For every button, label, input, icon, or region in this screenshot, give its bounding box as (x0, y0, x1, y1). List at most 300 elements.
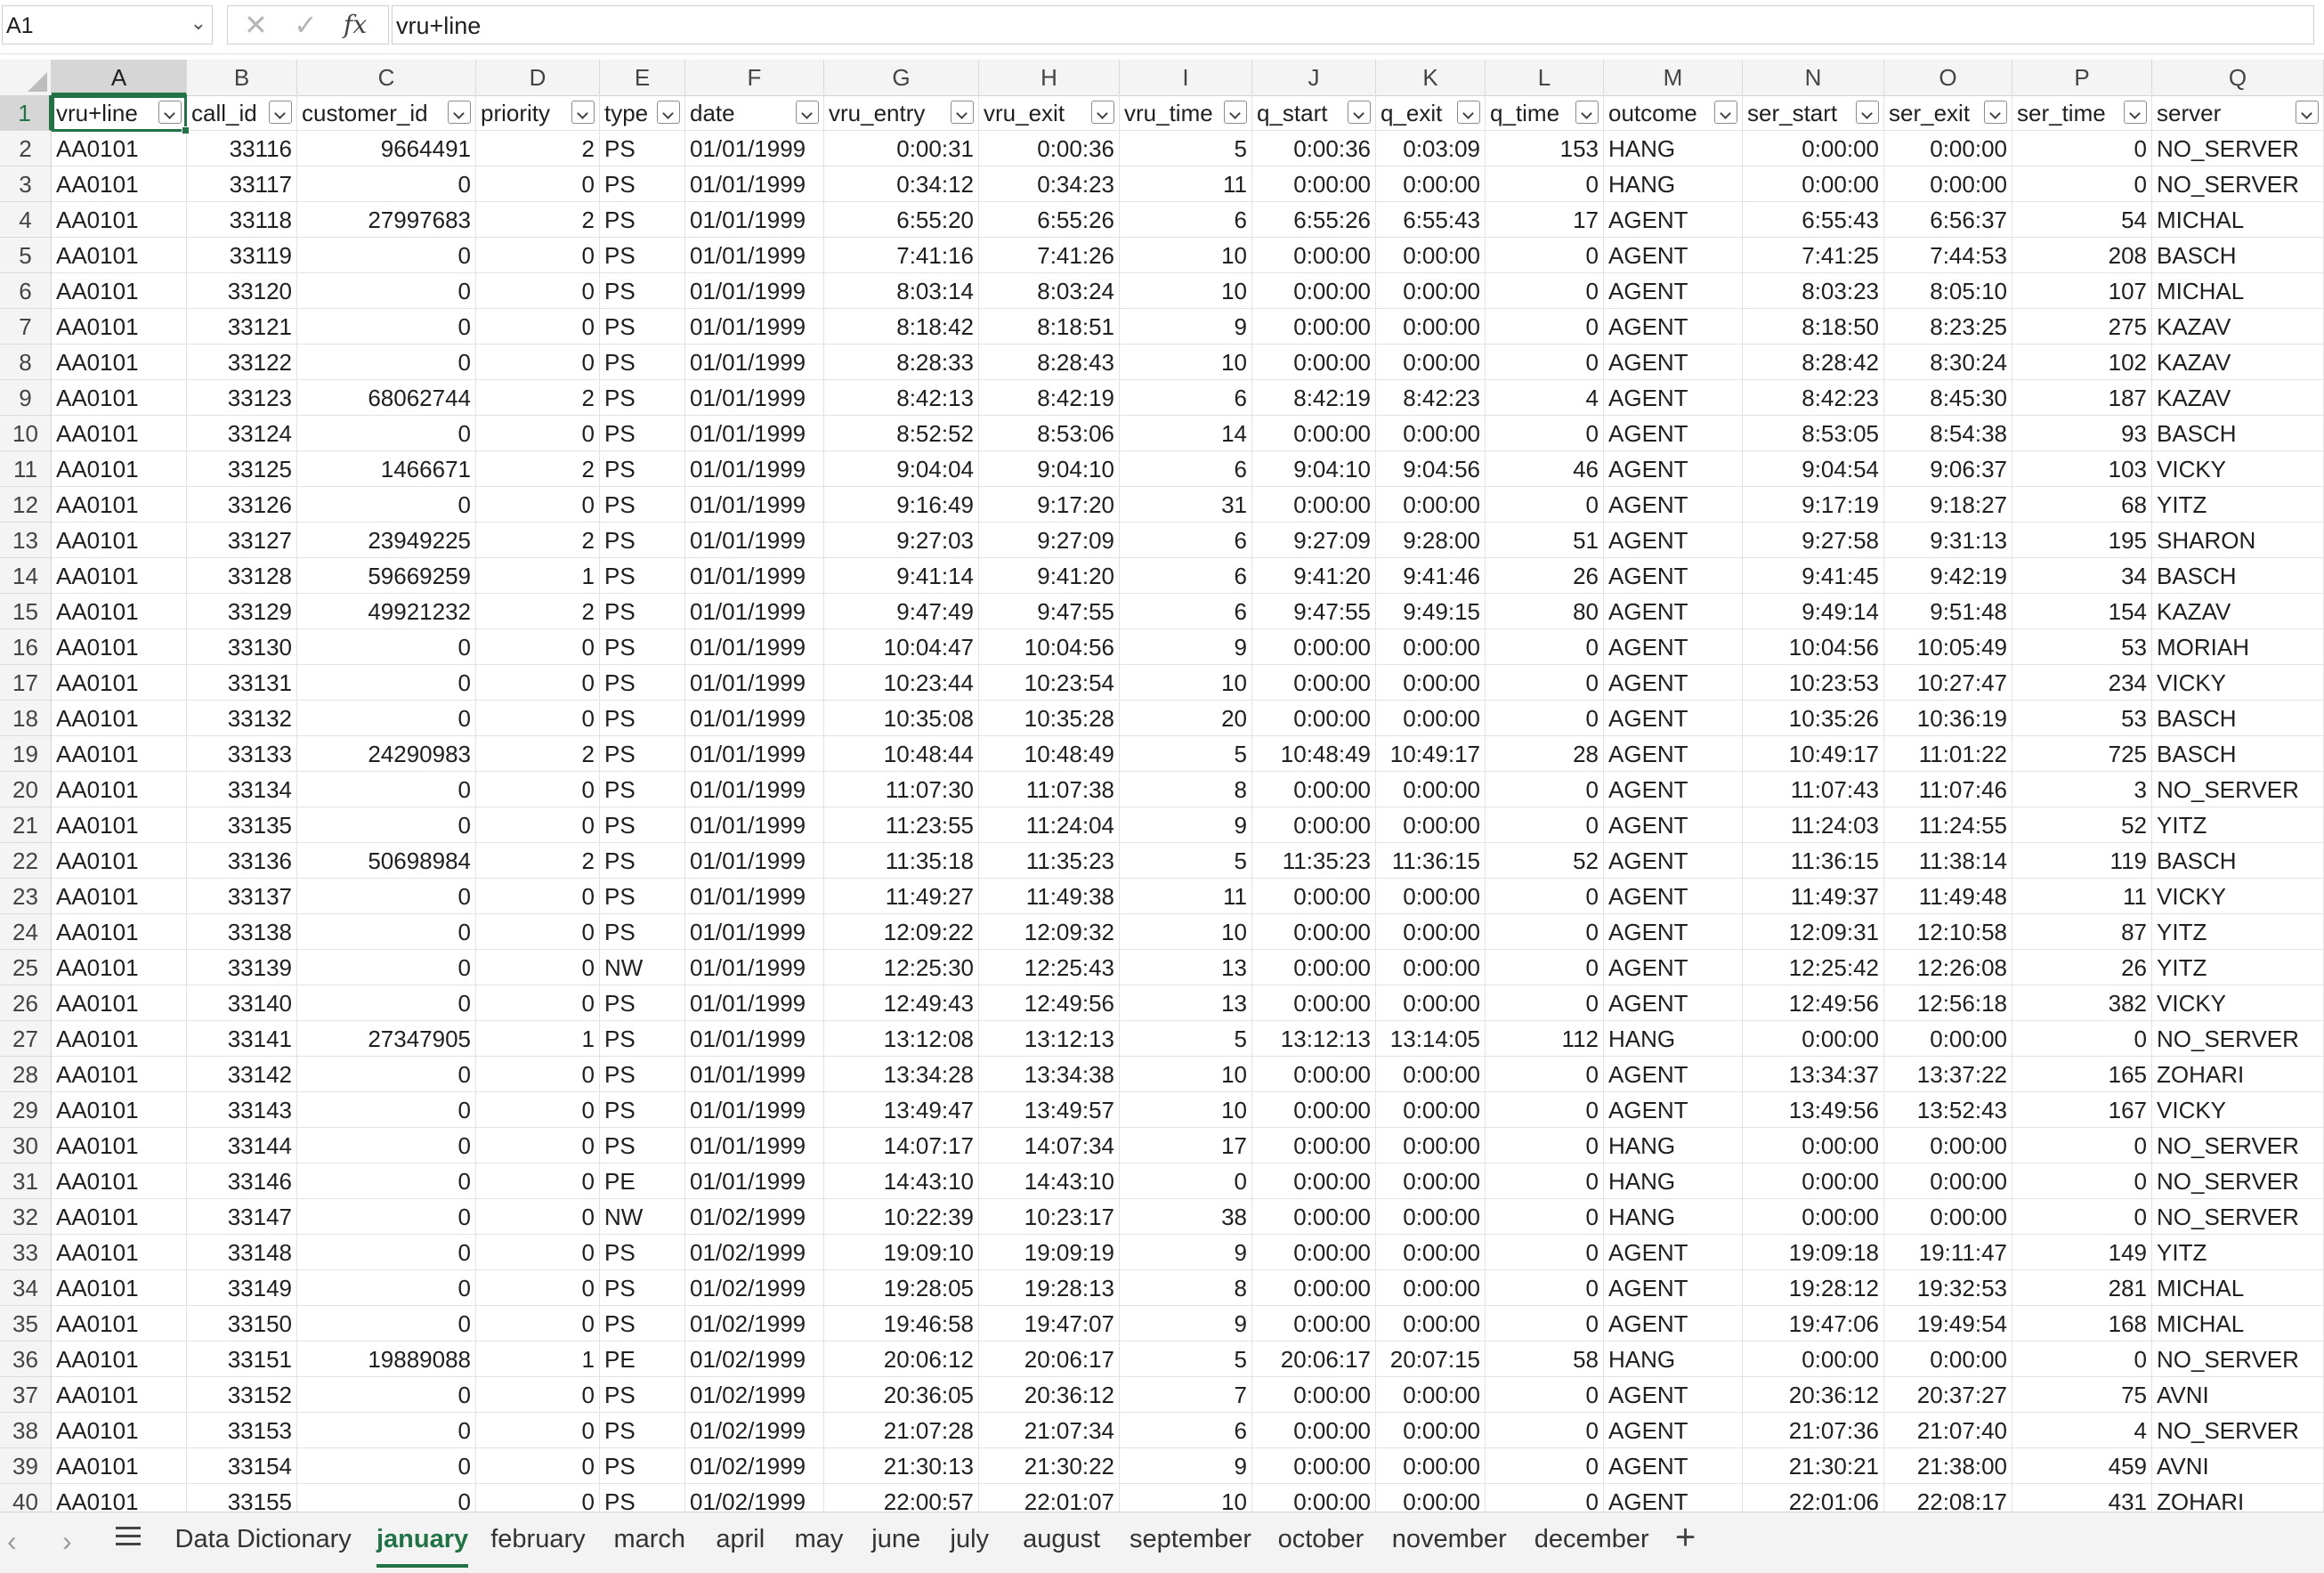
data-cell[interactable]: 19:09:10 (824, 1235, 979, 1270)
data-cell[interactable]: 0 (297, 629, 476, 665)
data-cell[interactable]: 01/01/1999 (685, 238, 824, 273)
data-cell[interactable]: 19:28:05 (824, 1270, 979, 1306)
data-cell[interactable]: 01/01/1999 (685, 309, 824, 345)
data-cell[interactable]: 20 (1120, 701, 1252, 736)
data-cell[interactable]: 13:14:05 (1376, 1021, 1486, 1057)
column-header-n[interactable]: N (1743, 60, 1884, 95)
data-cell[interactable]: AGENT (1604, 629, 1743, 665)
data-cell[interactable]: 8:18:42 (824, 309, 979, 345)
data-cell[interactable]: 12:25:30 (824, 950, 979, 985)
data-cell[interactable]: HANG (1604, 1164, 1743, 1199)
data-cell[interactable]: NO_SERVER (2152, 131, 2324, 166)
data-cell[interactable]: 11:01:22 (1884, 736, 2012, 772)
data-cell[interactable]: 1 (476, 1021, 600, 1057)
data-cell[interactable]: NO_SERVER (2152, 1413, 2324, 1448)
data-cell[interactable]: 20:37:27 (1884, 1377, 2012, 1413)
data-cell[interactable]: 0 (297, 309, 476, 345)
data-cell[interactable]: 0:00:00 (1252, 1128, 1376, 1164)
data-cell[interactable]: 2 (476, 594, 600, 629)
data-cell[interactable]: 01/01/1999 (685, 166, 824, 202)
data-cell[interactable]: 0:00:00 (1252, 273, 1376, 309)
data-cell[interactable]: 0 (476, 1057, 600, 1092)
data-cell[interactable]: AGENT (1604, 665, 1743, 701)
data-cell[interactable]: 10 (1120, 1484, 1252, 1512)
data-cell[interactable]: AGENT (1604, 1377, 1743, 1413)
data-cell[interactable]: 2 (476, 131, 600, 166)
data-cell[interactable]: 01/01/1999 (685, 416, 824, 451)
data-cell[interactable]: AA0101 (52, 1448, 187, 1484)
data-cell[interactable]: 0:00:00 (1743, 166, 1884, 202)
data-cell[interactable]: 0 (476, 629, 600, 665)
data-cell[interactable]: PS (600, 131, 685, 166)
data-cell[interactable]: 0 (2012, 1199, 2152, 1235)
data-cell[interactable]: HANG (1604, 166, 1743, 202)
data-cell[interactable]: 0 (297, 1199, 476, 1235)
sheet-tab[interactable]: august (1023, 1525, 1101, 1553)
data-cell[interactable]: AGENT (1604, 273, 1743, 309)
data-cell[interactable]: 01/02/1999 (685, 1377, 824, 1413)
row-number[interactable]: 28 (0, 1057, 52, 1092)
data-cell[interactable]: 0 (297, 416, 476, 451)
filter-dropdown-icon[interactable] (1575, 101, 1599, 124)
data-cell[interactable]: 0:00:00 (1252, 1377, 1376, 1413)
data-cell[interactable]: 9:47:49 (824, 594, 979, 629)
data-cell[interactable]: 0 (1120, 1164, 1252, 1199)
data-cell[interactable]: 8 (1120, 1270, 1252, 1306)
data-cell[interactable]: 0 (476, 985, 600, 1021)
row-number[interactable]: 17 (0, 665, 52, 701)
row-number[interactable]: 8 (0, 345, 52, 380)
data-cell[interactable]: 5 (1120, 736, 1252, 772)
data-cell[interactable]: 0:00:00 (1376, 1199, 1486, 1235)
data-cell[interactable]: AGENT (1604, 701, 1743, 736)
data-cell[interactable]: 0:00:00 (1376, 772, 1486, 807)
data-cell[interactable]: 0:00:00 (1376, 807, 1486, 843)
data-cell[interactable]: AA0101 (52, 1199, 187, 1235)
data-cell[interactable]: 49921232 (297, 594, 476, 629)
data-cell[interactable]: 11:35:23 (1252, 843, 1376, 879)
data-cell[interactable]: 22:08:17 (1884, 1484, 2012, 1512)
data-cell[interactable]: 19:28:13 (979, 1270, 1120, 1306)
data-cell[interactable]: HANG (1604, 1128, 1743, 1164)
data-cell[interactable]: 21:30:13 (824, 1448, 979, 1484)
header-cell[interactable]: vru_entry (824, 95, 979, 131)
data-cell[interactable]: ZOHARI (2152, 1484, 2324, 1512)
data-cell[interactable]: AVNI (2152, 1377, 2324, 1413)
data-cell[interactable]: 6 (1120, 523, 1252, 558)
data-cell[interactable]: NO_SERVER (2152, 166, 2324, 202)
data-cell[interactable]: 19:46:58 (824, 1306, 979, 1342)
data-cell[interactable]: 0 (297, 238, 476, 273)
data-cell[interactable]: 0:00:00 (1884, 1021, 2012, 1057)
column-header-m[interactable]: M (1604, 60, 1743, 95)
data-cell[interactable]: 0:00:00 (1252, 914, 1376, 950)
data-cell[interactable]: VICKY (2152, 879, 2324, 914)
data-cell[interactable]: 8:23:25 (1884, 309, 2012, 345)
data-cell[interactable]: 9:16:49 (824, 487, 979, 523)
sheet-tab[interactable]: february (490, 1525, 586, 1553)
data-cell[interactable]: 0 (476, 1199, 600, 1235)
formula-input[interactable] (392, 5, 2314, 45)
chevron-left-icon[interactable]: ‹ (7, 1525, 17, 1557)
data-cell[interactable]: 14:43:10 (979, 1164, 1120, 1199)
data-cell[interactable]: 10 (1120, 1092, 1252, 1128)
data-cell[interactable]: 21:07:40 (1884, 1413, 2012, 1448)
data-cell[interactable]: 0:00:00 (1252, 1270, 1376, 1306)
data-cell[interactable]: 8:45:30 (1884, 380, 2012, 416)
data-cell[interactable]: 6:56:37 (1884, 202, 2012, 238)
data-cell[interactable]: 33129 (187, 594, 297, 629)
data-cell[interactable]: 10:04:56 (979, 629, 1120, 665)
data-cell[interactable]: 2 (476, 202, 600, 238)
data-cell[interactable]: 19:09:19 (979, 1235, 1120, 1270)
data-cell[interactable]: 0:00:00 (1376, 1164, 1486, 1199)
data-cell[interactable]: 01/01/1999 (685, 985, 824, 1021)
data-cell[interactable]: PS (600, 1092, 685, 1128)
data-cell[interactable]: 10:23:44 (824, 665, 979, 701)
data-cell[interactable]: 33133 (187, 736, 297, 772)
data-cell[interactable]: 01/01/1999 (685, 273, 824, 309)
data-cell[interactable]: YITZ (2152, 1235, 2324, 1270)
sheet-tab[interactable]: november (1391, 1525, 1507, 1553)
data-cell[interactable]: 01/01/1999 (685, 1164, 824, 1199)
data-cell[interactable]: 33127 (187, 523, 297, 558)
data-cell[interactable]: AGENT (1604, 1235, 1743, 1270)
filter-dropdown-icon[interactable] (158, 101, 182, 124)
data-cell[interactable]: 01/01/1999 (685, 843, 824, 879)
data-cell[interactable]: AA0101 (52, 1270, 187, 1306)
data-cell[interactable]: 20:36:12 (979, 1377, 1120, 1413)
data-cell[interactable]: 01/02/1999 (685, 1448, 824, 1484)
data-cell[interactable]: 33132 (187, 701, 297, 736)
data-cell[interactable]: 8:28:43 (979, 345, 1120, 380)
data-cell[interactable]: 8:42:23 (1743, 380, 1884, 416)
filter-dropdown-icon[interactable] (1224, 101, 1247, 124)
data-cell[interactable]: 0:00:00 (1376, 1306, 1486, 1342)
data-cell[interactable]: AA0101 (52, 380, 187, 416)
data-cell[interactable]: 0:00:31 (824, 131, 979, 166)
data-cell[interactable]: 0 (476, 1270, 600, 1306)
data-cell[interactable]: 10 (1120, 273, 1252, 309)
data-cell[interactable]: AGENT (1604, 772, 1743, 807)
data-cell[interactable]: 9 (1120, 1235, 1252, 1270)
data-cell[interactable]: 0 (476, 345, 600, 380)
data-cell[interactable]: 6:55:43 (1743, 202, 1884, 238)
data-cell[interactable]: 8:03:23 (1743, 273, 1884, 309)
data-cell[interactable]: 0 (297, 772, 476, 807)
data-cell[interactable]: 11:23:55 (824, 807, 979, 843)
chevron-right-icon[interactable]: › (62, 1525, 72, 1557)
data-cell[interactable]: 112 (1486, 1021, 1604, 1057)
data-cell[interactable]: 0 (297, 1306, 476, 1342)
data-cell[interactable]: 0:00:00 (1743, 131, 1884, 166)
data-cell[interactable]: 0 (1486, 1306, 1604, 1342)
data-cell[interactable]: 0:00:00 (1376, 1092, 1486, 1128)
data-cell[interactable]: 0:00:00 (1252, 772, 1376, 807)
data-cell[interactable]: 0:00:00 (1376, 1413, 1486, 1448)
select-all-button[interactable] (0, 60, 52, 95)
data-cell[interactable]: 2 (476, 736, 600, 772)
data-cell[interactable]: YITZ (2152, 807, 2324, 843)
data-cell[interactable]: 6:55:26 (1252, 202, 1376, 238)
data-cell[interactable]: 0 (297, 1413, 476, 1448)
data-cell[interactable]: 01/01/1999 (685, 202, 824, 238)
data-cell[interactable]: AA0101 (52, 451, 187, 487)
data-cell[interactable]: BASCH (2152, 416, 2324, 451)
data-cell[interactable]: 0:00:00 (1252, 1448, 1376, 1484)
data-cell[interactable]: 431 (2012, 1484, 2152, 1512)
data-cell[interactable]: 0 (297, 1484, 476, 1512)
data-cell[interactable]: 11:24:04 (979, 807, 1120, 843)
data-cell[interactable]: 149 (2012, 1235, 2152, 1270)
data-cell[interactable]: 26 (2012, 950, 2152, 985)
data-cell[interactable]: 0 (476, 1128, 600, 1164)
data-cell[interactable]: PS (600, 807, 685, 843)
row-number[interactable]: 14 (0, 558, 52, 594)
row-number[interactable]: 35 (0, 1306, 52, 1342)
data-cell[interactable]: AA0101 (52, 1057, 187, 1092)
data-cell[interactable]: 5 (1120, 131, 1252, 166)
column-header-i[interactable]: I (1120, 60, 1252, 95)
data-cell[interactable]: 20:06:12 (824, 1342, 979, 1377)
data-cell[interactable]: 0 (1486, 416, 1604, 451)
data-cell[interactable]: 33137 (187, 879, 297, 914)
data-cell[interactable]: 52 (2012, 807, 2152, 843)
data-cell[interactable]: 6 (1120, 594, 1252, 629)
data-cell[interactable]: 33119 (187, 238, 297, 273)
data-cell[interactable]: MICHAL (2152, 1306, 2324, 1342)
data-cell[interactable]: AA0101 (52, 1377, 187, 1413)
data-cell[interactable]: BASCH (2152, 736, 2324, 772)
data-cell[interactable]: 51 (1486, 523, 1604, 558)
data-cell[interactable]: AGENT (1604, 238, 1743, 273)
data-cell[interactable]: AA0101 (52, 273, 187, 309)
data-cell[interactable]: 27347905 (297, 1021, 476, 1057)
row-number[interactable]: 10 (0, 416, 52, 451)
data-cell[interactable]: 8:03:24 (979, 273, 1120, 309)
row-number[interactable]: 5 (0, 238, 52, 273)
data-cell[interactable]: 33120 (187, 273, 297, 309)
data-cell[interactable]: 01/01/1999 (685, 1021, 824, 1057)
filter-dropdown-icon[interactable] (448, 101, 471, 124)
data-cell[interactable]: HANG (1604, 1021, 1743, 1057)
data-cell[interactable]: 9 (1120, 1448, 1252, 1484)
data-cell[interactable]: 0 (476, 1306, 600, 1342)
data-cell[interactable]: PS (600, 843, 685, 879)
data-cell[interactable]: 0:00:00 (1376, 345, 1486, 380)
data-cell[interactable]: AGENT (1604, 843, 1743, 879)
data-cell[interactable]: VICKY (2152, 665, 2324, 701)
data-cell[interactable]: SHARON (2152, 523, 2324, 558)
data-cell[interactable]: AGENT (1604, 594, 1743, 629)
data-cell[interactable]: AGENT (1604, 416, 1743, 451)
data-cell[interactable]: 0 (476, 238, 600, 273)
data-cell[interactable]: 10:35:26 (1743, 701, 1884, 736)
data-cell[interactable]: 01/02/1999 (685, 1484, 824, 1512)
data-cell[interactable]: BASCH (2152, 238, 2324, 273)
data-cell[interactable]: 33148 (187, 1235, 297, 1270)
data-cell[interactable]: 0 (1486, 1270, 1604, 1306)
data-cell[interactable]: 28 (1486, 736, 1604, 772)
data-cell[interactable]: 0:00:00 (1376, 914, 1486, 950)
data-cell[interactable]: 0:00:00 (1376, 487, 1486, 523)
data-cell[interactable]: 9:27:09 (979, 523, 1120, 558)
data-cell[interactable]: 5 (1120, 1342, 1252, 1377)
data-cell[interactable]: 9:51:48 (1884, 594, 2012, 629)
data-cell[interactable]: 187 (2012, 380, 2152, 416)
data-cell[interactable]: 0:00:00 (1376, 629, 1486, 665)
data-cell[interactable]: PS (600, 985, 685, 1021)
data-cell[interactable]: AA0101 (52, 1484, 187, 1512)
data-cell[interactable]: 59669259 (297, 558, 476, 594)
data-cell[interactable]: 8:28:33 (824, 345, 979, 380)
data-cell[interactable]: 01/01/1999 (685, 345, 824, 380)
data-cell[interactable]: 33138 (187, 914, 297, 950)
data-cell[interactable]: 10:04:56 (1743, 629, 1884, 665)
data-cell[interactable]: 11:49:38 (979, 879, 1120, 914)
data-cell[interactable]: 0 (476, 665, 600, 701)
data-cell[interactable]: 0 (1486, 1484, 1604, 1512)
data-cell[interactable]: PS (600, 1377, 685, 1413)
data-cell[interactable]: 8:54:38 (1884, 416, 2012, 451)
data-cell[interactable]: 0:00:00 (1252, 238, 1376, 273)
data-cell[interactable]: 154 (2012, 594, 2152, 629)
data-cell[interactable]: AGENT (1604, 1057, 1743, 1092)
data-cell[interactable]: 0 (476, 309, 600, 345)
data-cell[interactable]: 33131 (187, 665, 297, 701)
data-cell[interactable]: AA0101 (52, 843, 187, 879)
data-cell[interactable]: AA0101 (52, 629, 187, 665)
row-number[interactable]: 12 (0, 487, 52, 523)
data-cell[interactable]: AGENT (1604, 1484, 1743, 1512)
data-cell[interactable]: 0 (1486, 1448, 1604, 1484)
data-cell[interactable]: 0 (476, 166, 600, 202)
data-cell[interactable]: 01/01/1999 (685, 594, 824, 629)
data-cell[interactable]: 9:41:46 (1376, 558, 1486, 594)
data-cell[interactable]: 725 (2012, 736, 2152, 772)
data-cell[interactable]: 01/01/1999 (685, 629, 824, 665)
data-cell[interactable]: 20:36:05 (824, 1377, 979, 1413)
data-cell[interactable]: AGENT (1604, 1413, 1743, 1448)
data-cell[interactable]: 33154 (187, 1448, 297, 1484)
data-cell[interactable]: AA0101 (52, 487, 187, 523)
data-cell[interactable]: 7:41:16 (824, 238, 979, 273)
sheet-tab[interactable]: may (794, 1525, 844, 1553)
data-cell[interactable]: 8:42:19 (979, 380, 1120, 416)
row-number[interactable]: 18 (0, 701, 52, 736)
check-icon[interactable]: ✓ (294, 9, 318, 41)
data-cell[interactable]: 33118 (187, 202, 297, 238)
data-cell[interactable]: 0 (297, 1448, 476, 1484)
filter-dropdown-icon[interactable] (1856, 101, 1879, 124)
filter-dropdown-icon[interactable] (2124, 101, 2147, 124)
header-cell[interactable]: vru_time (1120, 95, 1252, 131)
sheet-tab[interactable]: october (1277, 1525, 1364, 1553)
data-cell[interactable]: 4 (2012, 1413, 2152, 1448)
data-cell[interactable]: 14 (1120, 416, 1252, 451)
data-cell[interactable]: 0 (1486, 1377, 1604, 1413)
data-cell[interactable]: 9:06:37 (1884, 451, 2012, 487)
data-cell[interactable]: 01/01/1999 (685, 914, 824, 950)
row-number[interactable]: 13 (0, 523, 52, 558)
data-cell[interactable]: 0 (1486, 879, 1604, 914)
data-cell[interactable]: AA0101 (52, 1092, 187, 1128)
data-cell[interactable]: 8:42:13 (824, 380, 979, 416)
data-cell[interactable]: MICHAL (2152, 1270, 2324, 1306)
data-cell[interactable]: 01/01/1999 (685, 1092, 824, 1128)
data-cell[interactable]: AA0101 (52, 914, 187, 950)
data-cell[interactable]: 102 (2012, 345, 2152, 380)
data-cell[interactable]: 33125 (187, 451, 297, 487)
data-cell[interactable]: 13:52:43 (1884, 1092, 2012, 1128)
data-cell[interactable]: PS (600, 1413, 685, 1448)
data-cell[interactable]: AGENT (1604, 451, 1743, 487)
add-sheet-icon[interactable]: + (1674, 1518, 1696, 1557)
data-cell[interactable]: 22:00:57 (824, 1484, 979, 1512)
data-cell[interactable]: 0:00:00 (1743, 1164, 1884, 1199)
sheet-tab[interactable]: april (716, 1525, 765, 1553)
data-cell[interactable]: 0:00:00 (1376, 416, 1486, 451)
data-cell[interactable]: 9:42:19 (1884, 558, 2012, 594)
data-cell[interactable]: 33134 (187, 772, 297, 807)
data-cell[interactable]: 0:00:00 (1252, 166, 1376, 202)
data-cell[interactable]: 6 (1120, 380, 1252, 416)
data-cell[interactable]: 12:56:18 (1884, 985, 2012, 1021)
data-cell[interactable]: AA0101 (52, 594, 187, 629)
filter-dropdown-icon[interactable] (1714, 101, 1737, 124)
data-cell[interactable]: 10:36:19 (1884, 701, 2012, 736)
row-number[interactable]: 40 (0, 1484, 52, 1512)
data-cell[interactable]: 119 (2012, 843, 2152, 879)
header-cell[interactable]: vru+line (52, 95, 187, 131)
filter-dropdown-icon[interactable] (1091, 101, 1114, 124)
row-number[interactable]: 20 (0, 772, 52, 807)
data-cell[interactable]: PS (600, 487, 685, 523)
data-cell[interactable]: 11:36:15 (1743, 843, 1884, 879)
data-cell[interactable]: 0:00:00 (1252, 1306, 1376, 1342)
data-cell[interactable]: PS (600, 665, 685, 701)
row-number[interactable]: 36 (0, 1342, 52, 1377)
sheet-tab[interactable]: january (377, 1512, 468, 1573)
data-cell[interactable]: 0 (297, 985, 476, 1021)
column-header-c[interactable]: C (297, 60, 476, 95)
data-cell[interactable]: 0:00:00 (1884, 1164, 2012, 1199)
data-cell[interactable]: 382 (2012, 985, 2152, 1021)
data-cell[interactable]: AA0101 (52, 1021, 187, 1057)
data-cell[interactable]: 10:35:28 (979, 701, 1120, 736)
row-number[interactable]: 1 (0, 95, 52, 131)
data-cell[interactable]: PS (600, 879, 685, 914)
sheet-tab[interactable]: june (871, 1525, 921, 1553)
header-cell[interactable]: ser_start (1743, 95, 1884, 131)
data-cell[interactable]: 93 (2012, 416, 2152, 451)
data-cell[interactable]: 0 (476, 772, 600, 807)
data-cell[interactable]: 0 (1486, 772, 1604, 807)
data-cell[interactable]: 11:07:46 (1884, 772, 2012, 807)
data-cell[interactable]: 10 (1120, 914, 1252, 950)
data-cell[interactable]: 19:28:12 (1743, 1270, 1884, 1306)
data-cell[interactable]: 11:36:15 (1376, 843, 1486, 879)
data-cell[interactable]: 0 (476, 487, 600, 523)
data-cell[interactable]: YITZ (2152, 487, 2324, 523)
data-cell[interactable]: 6 (1120, 1413, 1252, 1448)
data-cell[interactable]: AA0101 (52, 701, 187, 736)
data-cell[interactable]: AA0101 (52, 131, 187, 166)
data-cell[interactable]: 0:00:00 (1884, 166, 2012, 202)
data-cell[interactable]: 0:00:00 (1252, 1235, 1376, 1270)
data-cell[interactable]: 0:00:00 (1252, 629, 1376, 665)
data-cell[interactable]: 33136 (187, 843, 297, 879)
